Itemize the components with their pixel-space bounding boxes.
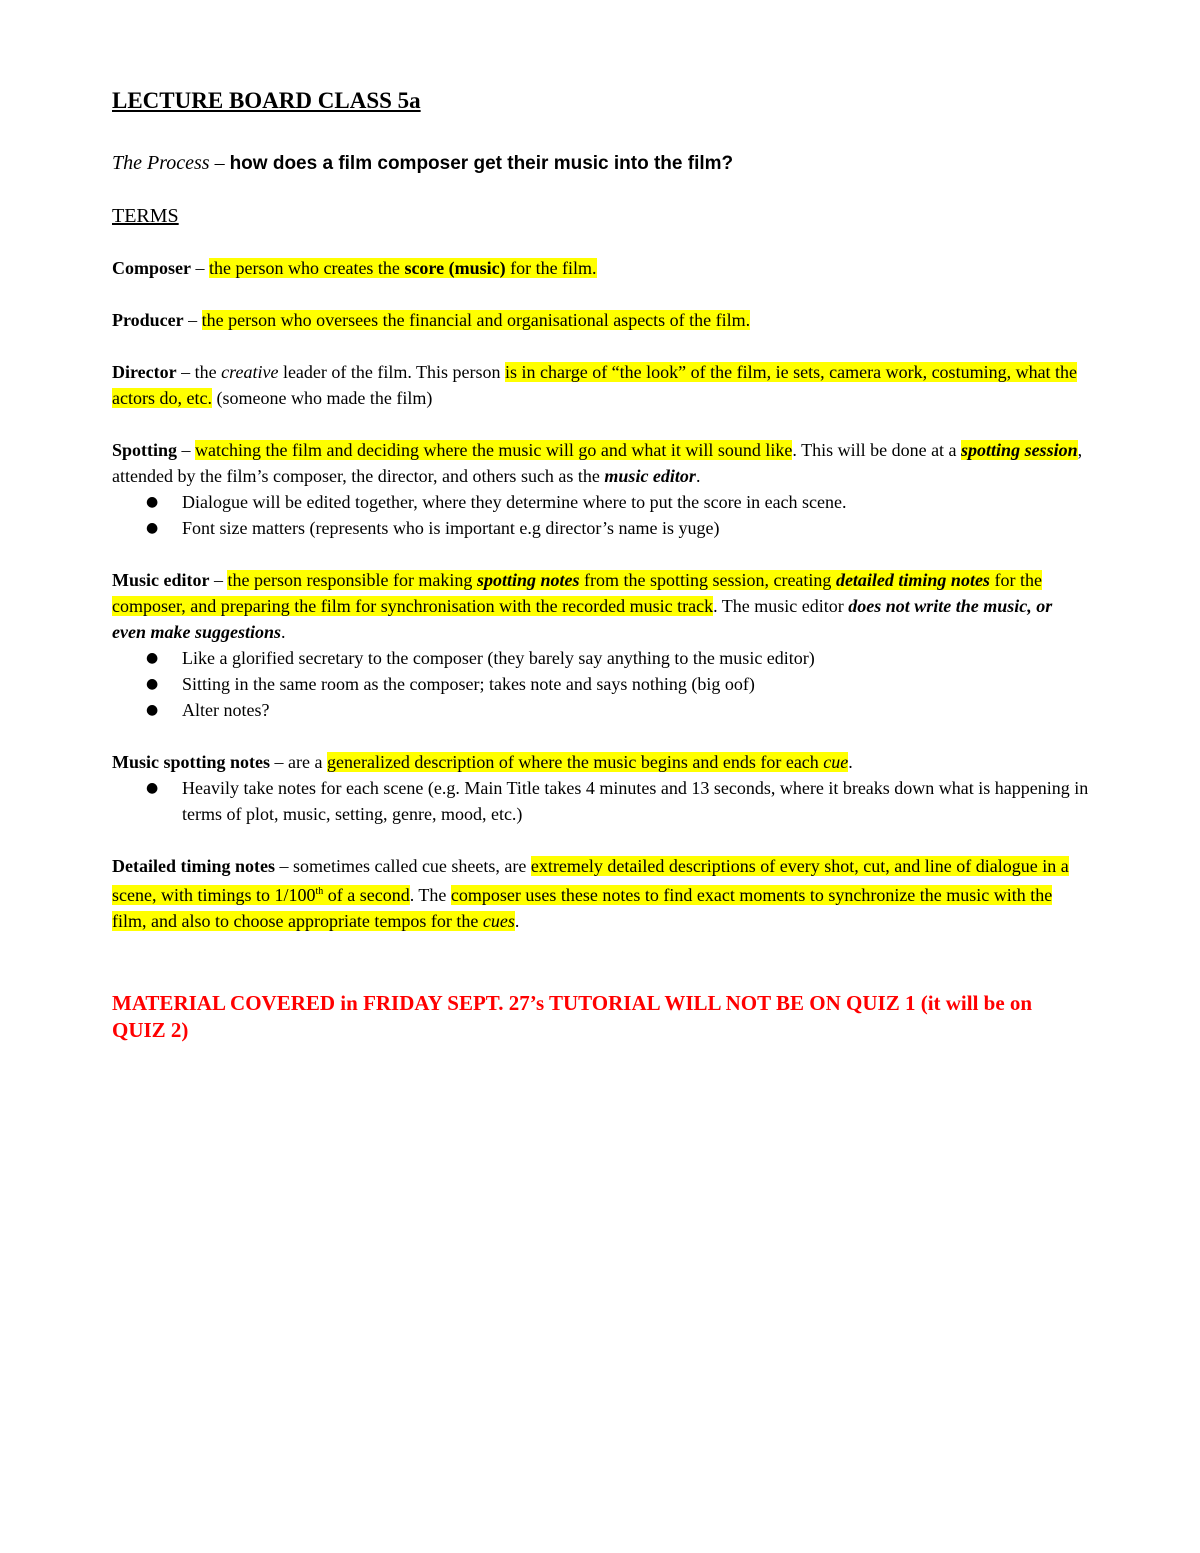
term-spotting-definition bbox=[112, 437, 1090, 489]
terms-heading: TERMS bbox=[112, 205, 179, 227]
definition-text: generalized description of where the music begins and ends for each bbox=[326, 752, 824, 772]
list-item bbox=[146, 645, 1090, 671]
definition-text: leader of the film. This person bbox=[278, 362, 506, 382]
highlight bbox=[209, 258, 597, 278]
list-item bbox=[146, 775, 1090, 827]
definition-text: . This will be done at a bbox=[792, 440, 962, 460]
list-item bbox=[146, 515, 1090, 541]
term-spotting bbox=[112, 437, 1090, 541]
bold-italic-text: music editor bbox=[604, 466, 696, 486]
definition-text: for the film. bbox=[505, 258, 597, 278]
highlight: watching the film and deciding where the music will go and what it will sound like bbox=[195, 440, 793, 460]
definition-text: . The music editor bbox=[713, 596, 849, 616]
definition-text: of a second bbox=[323, 885, 410, 905]
definition-text: (someone who made the film) bbox=[211, 388, 433, 408]
bullet-icon: ● bbox=[146, 494, 159, 510]
term-label: Composer bbox=[112, 258, 191, 278]
term-composer bbox=[112, 255, 1090, 281]
definition-text: for the composer, and preparing the film for synchronisation with the recorded music track bbox=[112, 570, 1042, 616]
term-label: Director bbox=[112, 362, 177, 382]
definition-text: . The bbox=[409, 885, 451, 905]
term-dash: – bbox=[183, 310, 202, 330]
bold-italic-text: spotting notes bbox=[476, 570, 580, 590]
definition-text: composer uses these notes to find exact moments to synchronize the music with the film, and also to choose appropriate tempos for the bbox=[112, 885, 1053, 931]
list-item-text: Heavily take notes for each scene (e.g. Main Title takes 4 minutes and 13 seconds, where it breaks down what is happening in terms of plot, music, setting, genre, mood, etc.) bbox=[182, 778, 1089, 824]
list-item-text: Font size matters (represents who is important e.g director’s name is yuge) bbox=[182, 518, 720, 538]
definition-text: . bbox=[281, 622, 286, 642]
term-producer bbox=[112, 307, 1090, 333]
term-director bbox=[112, 359, 1090, 411]
definition-text: , attended by the film’s composer, the director, and others such as the bbox=[112, 440, 1083, 486]
definition-text: . bbox=[695, 466, 701, 486]
bullet-list bbox=[112, 489, 1090, 541]
definition-text: from the spotting session, creating bbox=[579, 570, 836, 590]
term-music-editor bbox=[112, 567, 1090, 723]
term-label: Music spotting notes bbox=[112, 752, 271, 772]
document-title: LECTURE BOARD CLASS 5a bbox=[112, 88, 421, 113]
definition-text: – sometimes called cue sheets, are bbox=[274, 856, 531, 876]
subtitle bbox=[112, 150, 1090, 177]
italic-text: creative bbox=[221, 362, 279, 382]
bold-italic-text: does not write the music, or even make suggestions bbox=[112, 596, 1053, 642]
definition-text: – the bbox=[176, 362, 222, 382]
highlight: is in charge of “the look” of the film, ie sets, camera work, costuming, what the actors do, etc. bbox=[112, 362, 1078, 408]
list-item-text: Like a glorified secretary to the composer (they barely say anything to the music editor) bbox=[182, 648, 815, 668]
italic-text: cue bbox=[823, 752, 849, 772]
bold-italic-text: detailed timing notes bbox=[835, 570, 990, 590]
definition-text: . bbox=[848, 752, 853, 772]
italic-text: cues bbox=[482, 911, 515, 931]
list-item-text: Alter notes? bbox=[182, 700, 270, 720]
term-label: Producer bbox=[112, 310, 184, 330]
bold-italic-text: spotting session bbox=[961, 440, 1078, 460]
term-music-editor-definition bbox=[112, 567, 1090, 645]
definition-text: the person responsible for making bbox=[227, 570, 477, 590]
bullet-icon: ● bbox=[146, 780, 159, 796]
list-item bbox=[146, 697, 1090, 723]
definition-text: the person who creates the bbox=[209, 258, 405, 278]
term-dash: – bbox=[209, 570, 228, 590]
definition-text: . bbox=[514, 911, 520, 931]
bullet-icon: ● bbox=[146, 676, 159, 692]
definition-text: – are a bbox=[270, 752, 327, 772]
term-music-spotting-notes-definition bbox=[112, 749, 1090, 775]
quiz-notice: MATERIAL COVERED in FRIDAY SEPT. 27’s TUTORIAL WILL NOT BE ON QUIZ 1 (it will be on QUIZ 2) bbox=[112, 991, 1033, 1042]
highlight: the person who oversees the financial and organisational aspects of the film. bbox=[201, 310, 751, 330]
bullet-list bbox=[112, 775, 1090, 827]
bullet-icon: ● bbox=[146, 520, 159, 536]
bullet-icon: ● bbox=[146, 650, 159, 666]
term-label: Music editor bbox=[112, 570, 210, 590]
term-music-spotting-notes bbox=[112, 749, 1090, 827]
term-dash: – bbox=[191, 258, 209, 278]
term-label: Spotting bbox=[112, 440, 178, 460]
list-item bbox=[146, 671, 1090, 697]
term-dash: – bbox=[177, 440, 196, 460]
highlight bbox=[327, 752, 848, 772]
list-item-text: Sitting in the same room as the composer; takes note and says nothing (big oof) bbox=[182, 674, 755, 694]
bold-text: score (music) bbox=[404, 258, 506, 278]
list-item bbox=[146, 489, 1090, 515]
definition-text: extremely detailed descriptions of every shot, cut, and line of dialogue in a scene, with timings to 1/100 bbox=[112, 856, 1069, 905]
term-label: Detailed timing notes bbox=[112, 856, 275, 876]
bullet-list bbox=[112, 645, 1090, 723]
subtitle-italic: The Process bbox=[112, 152, 210, 174]
superscript: th bbox=[315, 886, 324, 897]
subtitle-question: how does a film composer get their music into the film? bbox=[229, 153, 734, 174]
list-item-text: Dialogue will be edited together, where they determine where to put the score in each scene. bbox=[182, 492, 847, 512]
bullet-icon: ● bbox=[146, 702, 159, 718]
term-detailed-timing-notes bbox=[112, 853, 1090, 934]
subtitle-dash: – bbox=[209, 152, 230, 174]
